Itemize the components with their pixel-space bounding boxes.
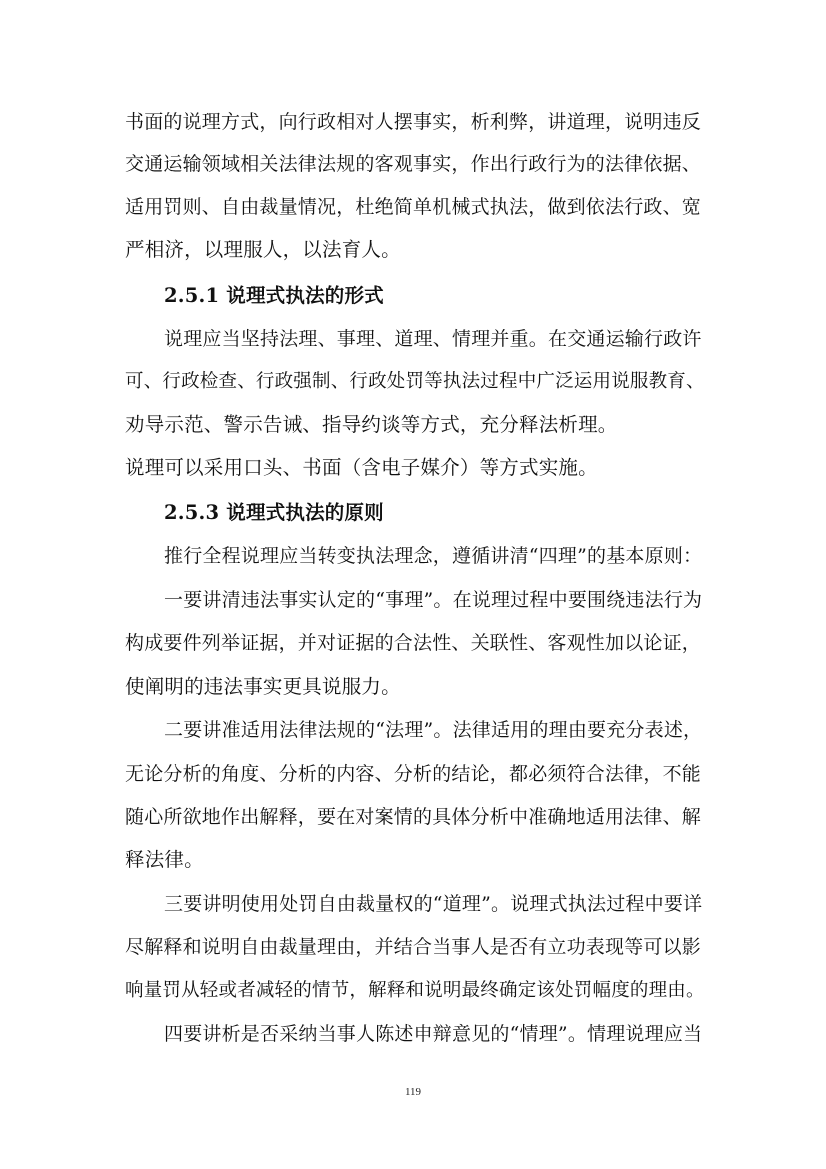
section-heading-2-5-1: 2.5.1 说理式执法的形式: [164, 284, 384, 307]
paragraph-3-line-1: 推行全程说理应当转变执法理念，遵循讲清“四理”的基本原则：: [164, 545, 703, 567]
paragraph-2-line-4: 说理可以采用口头、书面（含电子媒介）等方式实施。: [125, 456, 598, 479]
paragraph-2-line-1: 说理应当坚持法理、事理、道理、情理并重。在交通运输行政许: [164, 328, 702, 350]
paragraph-2-line-3: 劝导示范、警示告诫、指导约谈等方式，充分释法析理。: [125, 413, 618, 436]
paragraph-1-line-3: 适用罚则、自由裁量情况，杜绝简单机械式执法，做到依法行政、宽: [125, 196, 702, 218]
paragraph-6-line-2: 尽解释和说明自由裁量理由，并结合当事人是否有立功表现等可以影: [125, 936, 702, 958]
paragraph-1-line-4: 严相济，以理服人，以法育人。: [125, 238, 401, 261]
paragraph-4-line-2: 构成要件列举证据，并对证据的合法性、关联性、客观性加以论证，: [125, 632, 702, 654]
paragraph-5-line-1: 二要讲准适用法律法规的“法理”。法律适用的理由要充分表述，: [164, 719, 703, 741]
paragraph-1-line-1: 书面的说理方式，向行政相对人摆事实，析利弊，讲道理，说明违反: [125, 111, 702, 133]
paragraph-7-line-1: 四要讲析是否采纳当事人陈述申辩意见的“情理”。情理说理应当: [164, 1023, 703, 1045]
paragraph-1-line-2: 交通运输领域相关法律法规的客观事实，作出行政行为的法律依据、: [125, 153, 702, 175]
paragraph-5-line-3: 随心所欲地作出解释，要在对案情的具体分析中准确地适用法律、解: [125, 806, 702, 828]
paragraph-4-line-3: 使阐明的违法事实更具说服力。: [125, 675, 401, 698]
page-number: 119: [404, 1086, 422, 1098]
paragraph-6-line-3: 响量罚从轻或者减轻的情节，解释和说明最终确定该处罚幅度的理由。: [125, 980, 705, 1001]
paragraph-2-line-2: 可、行政检查、行政强制、行政处罚等执法过程中广泛运用说服教育、: [125, 371, 705, 392]
paragraph-5-line-2: 无论分析的角度、分析的内容、分析的结论，都必须符合法律，不能: [125, 763, 702, 785]
paragraph-5-line-4: 释法律。: [125, 848, 204, 871]
section-heading-2-5-3: 2.5.3 说理式执法的原则: [164, 501, 384, 524]
paragraph-6-line-1: 三要讲明使用处罚自由裁量权的“道理”。说理式执法过程中要详: [164, 893, 703, 915]
paragraph-4-line-1: 一要讲清违法事实认定的“事理”。在说理过程中要围绕违法行为: [164, 589, 703, 611]
